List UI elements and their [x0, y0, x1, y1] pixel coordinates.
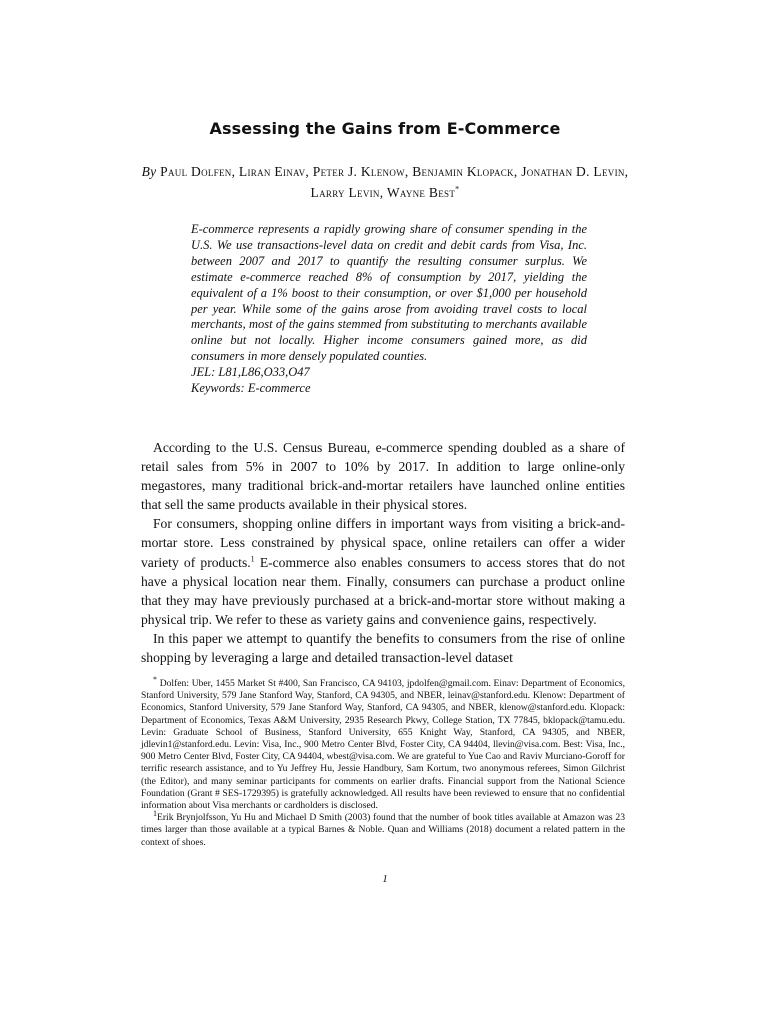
footnote-1-text: Erik Brynjolfsson, Yu Hu and Michael D Smith (2003) found that the number of book titles available at Amazon was 23 times larger than those available at a typical Barnes & Noble. Quan and Williams (2018) document a related pattern in the context of shoes. [141, 812, 625, 848]
paragraph-3: In this paper we attempt to quantify the benefits to consumers from the rise of online shopping by leveraging a large and detailed transaction-level dataset [141, 630, 625, 666]
jel-codes: JEL: L81,L86,O33,O47 [191, 365, 310, 380]
byline-prefix: By [141, 164, 157, 179]
author-footnote-mark: * [455, 184, 460, 194]
paragraph-2-part-b: E-commerce also enables consumers to access stores that do not have a physical location near them. Finally, consumers can purchase a product online that they may have previously purchased at a brick-and-mortar store without making a physical trip. We refer to these as variety gains and convenience gains, respectively. [141, 554, 625, 627]
footnote-1 [141, 809, 625, 849]
abstract [191, 222, 587, 397]
footnote-affiliations [141, 674, 625, 812]
paragraph-2 [141, 514, 625, 629]
footnote-ref-1[interactable]: 1 [250, 554, 255, 564]
footnotes [141, 674, 625, 849]
author-list: Paul Dolfen, Liran Einav, Peter J. Klenow, Benjamin Klopack, Jonathan D. Levin, Larry Levin, Wayne Best [160, 164, 629, 200]
footnote-1-mark: 1 [153, 809, 157, 819]
paragraph-2-part-a: For consumers, shopping online differs in important ways from visiting a brick-and-mortar store. Less constrained by physical space, online retailers can offer a wider variety of products. [141, 516, 625, 570]
footnote-affiliations-text: Dolfen: Uber, 1455 Market St #400, San Francisco, CA 94103, jpdolfen@gmail.com. Einav: Department of Economics, Stanford University, 579 Jane Stanford Way, Stanford, CA 94305, and NBER, leinav@stanford.edu. Klenow: Department of Economics, Stanford University, 579 Jane Stanford Way, Stanford, CA 94305, and NBER, klenow@stanford.edu. Klopack: Department of Economics, Texas A&M University, 2935 Research Pkwy, College Station, TX 77845, bklopack@tamu.edu. Levin: Graduate School of Business, Stanford University, 655 Knight Way, Stanford, CA 94305, and NBER, jdlevin1@stanford.edu. Levin: Visa, Inc., 900 Metro Center Blvd, Foster City, CA 94404, llevin@visa.com. Best: Visa, Inc., 900 Metro Center Blvd, Foster City, CA 94404, wbest@visa.com. We are grateful to Yue Cao and Raviv Murciano-Goroff for terrific research assistance, and to Yu Jeffrey Hu, Jessie Handbury, Sam Kortum, two anonymous referees, Simon Gilchrist (the Editor), and many seminar participants for comments on earlier drafts. Financial support from the National Science Foundation (Grant # SES-1729395) is gratefully acknowledged. All results have been reviewed to ensure that no confidential information about Visa merchants or cardholders is disclosed. [141, 678, 625, 812]
abstract-text: E-commerce represents a rapidly growing share of consumer spending in the U.S. We use transactions-level data on credit and debit cards from Visa, Inc. between 2007 and 2017 to quantify the resulting consumer surplus. We estimate e-commerce reached 8% of consumption by 2017, yielding the equivalent of a 1% boost to their consumption, or over $1,000 per household per year. While some of the gains arose from avoiding travel costs to local merchants, most of the gains stemmed from substituting to merchants available online but not locally. Higher income consumers gained more, as did consumers in more densely populated counties. [191, 222, 587, 364]
body-text [141, 438, 625, 667]
paper-title: Assessing the Gains from E-Commerce [209, 119, 561, 138]
page-number: 1 [382, 873, 388, 885]
footnote-star-mark: * [153, 674, 157, 684]
author-byline [130, 161, 640, 203]
keywords: Keywords: E-commerce [191, 381, 311, 396]
paragraph-1: According to the U.S. Census Bureau, e-commerce spending doubled as a share of retail sales from 5% in 2007 to 10% by 2017. In addition to large online-only megastores, many traditional brick-and-mortar retailers have launched online entities that sell the same products available in their physical stores. [141, 440, 625, 513]
